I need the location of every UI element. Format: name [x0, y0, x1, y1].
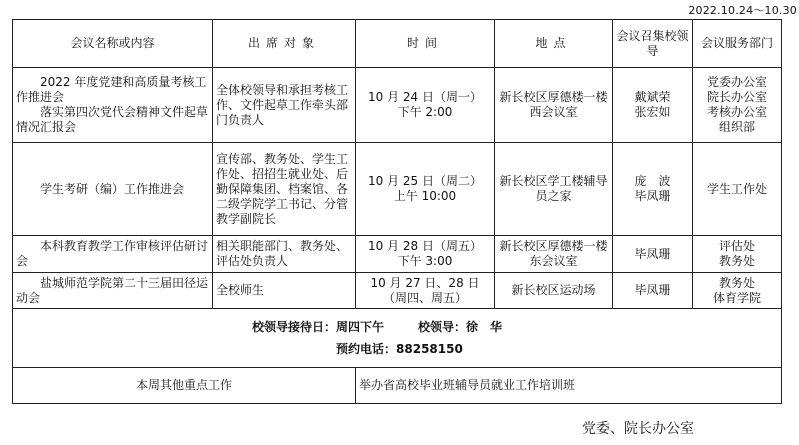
convener-line: 庞 波 — [634, 174, 671, 188]
leader-label: 校领导： — [418, 320, 467, 334]
service-dept — [693, 236, 782, 273]
service-line: 考核办公室 — [706, 105, 767, 119]
attendees: 宣传部、教务处、学生工作处、招招生就业处、后勤保障集团、档案馆、各二级学院学工书记、分管教学副院长 — [213, 143, 356, 236]
table-row — [13, 236, 782, 273]
meeting-time — [356, 143, 495, 236]
leader-reception-row — [13, 309, 782, 368]
meeting-name — [13, 143, 213, 236]
header-convener: 会议召集校领导 — [613, 20, 693, 68]
service-line: 教务处 — [718, 254, 755, 268]
header-time: 时间 — [356, 20, 495, 68]
table-row — [13, 273, 782, 309]
service-line: 教务处 — [718, 275, 755, 290]
service-line: 党委办公室 — [706, 75, 767, 89]
convener-line: 毕凤珊 — [634, 283, 671, 297]
convener-line: 毕凤珊 — [634, 246, 671, 261]
meeting-time — [356, 68, 495, 143]
service-dept — [693, 143, 782, 236]
meeting-name — [13, 68, 213, 143]
header-name: 会议名称或内容 — [13, 20, 213, 68]
convener — [613, 68, 693, 143]
header-attendees: 出席对象 — [213, 20, 356, 68]
convener-line: 毕凤珊 — [634, 189, 671, 203]
reception-label: 校领导接待日： — [252, 320, 337, 334]
other-work-content: 举办省高校毕业班辅导员就业工作培训班 — [356, 368, 782, 404]
meeting-name-line: 学生考研（编）工作推进会 — [40, 181, 185, 196]
header-location: 地点 — [495, 20, 613, 68]
other-work-row — [13, 368, 782, 404]
reception-line — [252, 316, 778, 338]
service-line: 评估处 — [718, 239, 755, 253]
header-service: 会议服务部门 — [693, 20, 782, 68]
meeting-location: 新长校区厚德楼一楼西会议室 — [495, 68, 613, 143]
meeting-name — [13, 273, 213, 309]
convener-line: 戴斌荣 — [634, 90, 671, 104]
meeting-name-line: 落实第四次党代会精神文件起草情况汇报会 — [16, 105, 209, 134]
meeting-schedule-table — [12, 19, 782, 404]
reception-value: 周四下午 — [336, 320, 385, 334]
phone-line — [336, 338, 778, 360]
convener-line: 张宏如 — [634, 105, 671, 119]
attendees: 全体校领导和承担考核工作、文件起草工作牵头部门负责人 — [213, 68, 356, 143]
service-dept — [693, 68, 782, 143]
time-line: 10 月 24 日（周一） — [368, 90, 482, 104]
meeting-name — [13, 236, 213, 273]
meeting-time — [356, 236, 495, 273]
header-row — [13, 20, 782, 68]
time-line: 上午 10:00 — [393, 189, 457, 203]
time-line: 下午 2:00 — [397, 105, 453, 119]
issuing-office: 党委、院长办公室 — [582, 421, 694, 437]
service-dept — [693, 273, 782, 309]
meeting-name-line: 盐城师范学院第二十三届田径运动会 — [16, 275, 209, 305]
phone-value: 88258150 — [396, 342, 463, 356]
time-line: 10 月 25 日（周二） — [368, 174, 482, 188]
convener — [613, 143, 693, 236]
convener — [613, 236, 693, 273]
time-line: 10 月 28 日（周五） — [368, 239, 482, 253]
time-line: 10 月 27 日、28 日 — [370, 275, 480, 290]
service-line: 体育学院 — [712, 290, 761, 305]
meeting-time — [356, 273, 495, 309]
meeting-name-line: 2022 年度党建和高质量考核工作推进会 — [16, 75, 207, 104]
time-line: （周四、周五） — [382, 290, 467, 305]
phone-label: 预约电话： — [336, 342, 397, 356]
service-line: 学生工作处 — [706, 181, 767, 196]
meeting-location: 新长校区厚德楼一楼东会议室 — [495, 236, 613, 273]
table-row — [13, 68, 782, 143]
attendees: 全校师生 — [213, 273, 356, 309]
service-line: 组织部 — [718, 120, 755, 134]
convener — [613, 273, 693, 309]
service-line: 院长办公室 — [706, 90, 767, 104]
time-line: 下午 3:00 — [397, 254, 453, 268]
leader-reception — [13, 309, 782, 368]
date-range: 2022.10.24～10.30 — [688, 4, 797, 17]
meeting-location: 新长校区运动场 — [495, 273, 613, 309]
other-work-label: 本周其他重点工作 — [13, 368, 356, 404]
attendees: 相关职能部门、教务处、评估处负责人 — [213, 236, 356, 273]
meeting-name-line: 本科教育教学工作审核评估研讨会 — [16, 239, 209, 268]
meeting-location: 新长校区学工楼辅导员之家 — [495, 143, 613, 236]
leader-value: 徐 华 — [466, 320, 503, 334]
table-row — [13, 143, 782, 236]
